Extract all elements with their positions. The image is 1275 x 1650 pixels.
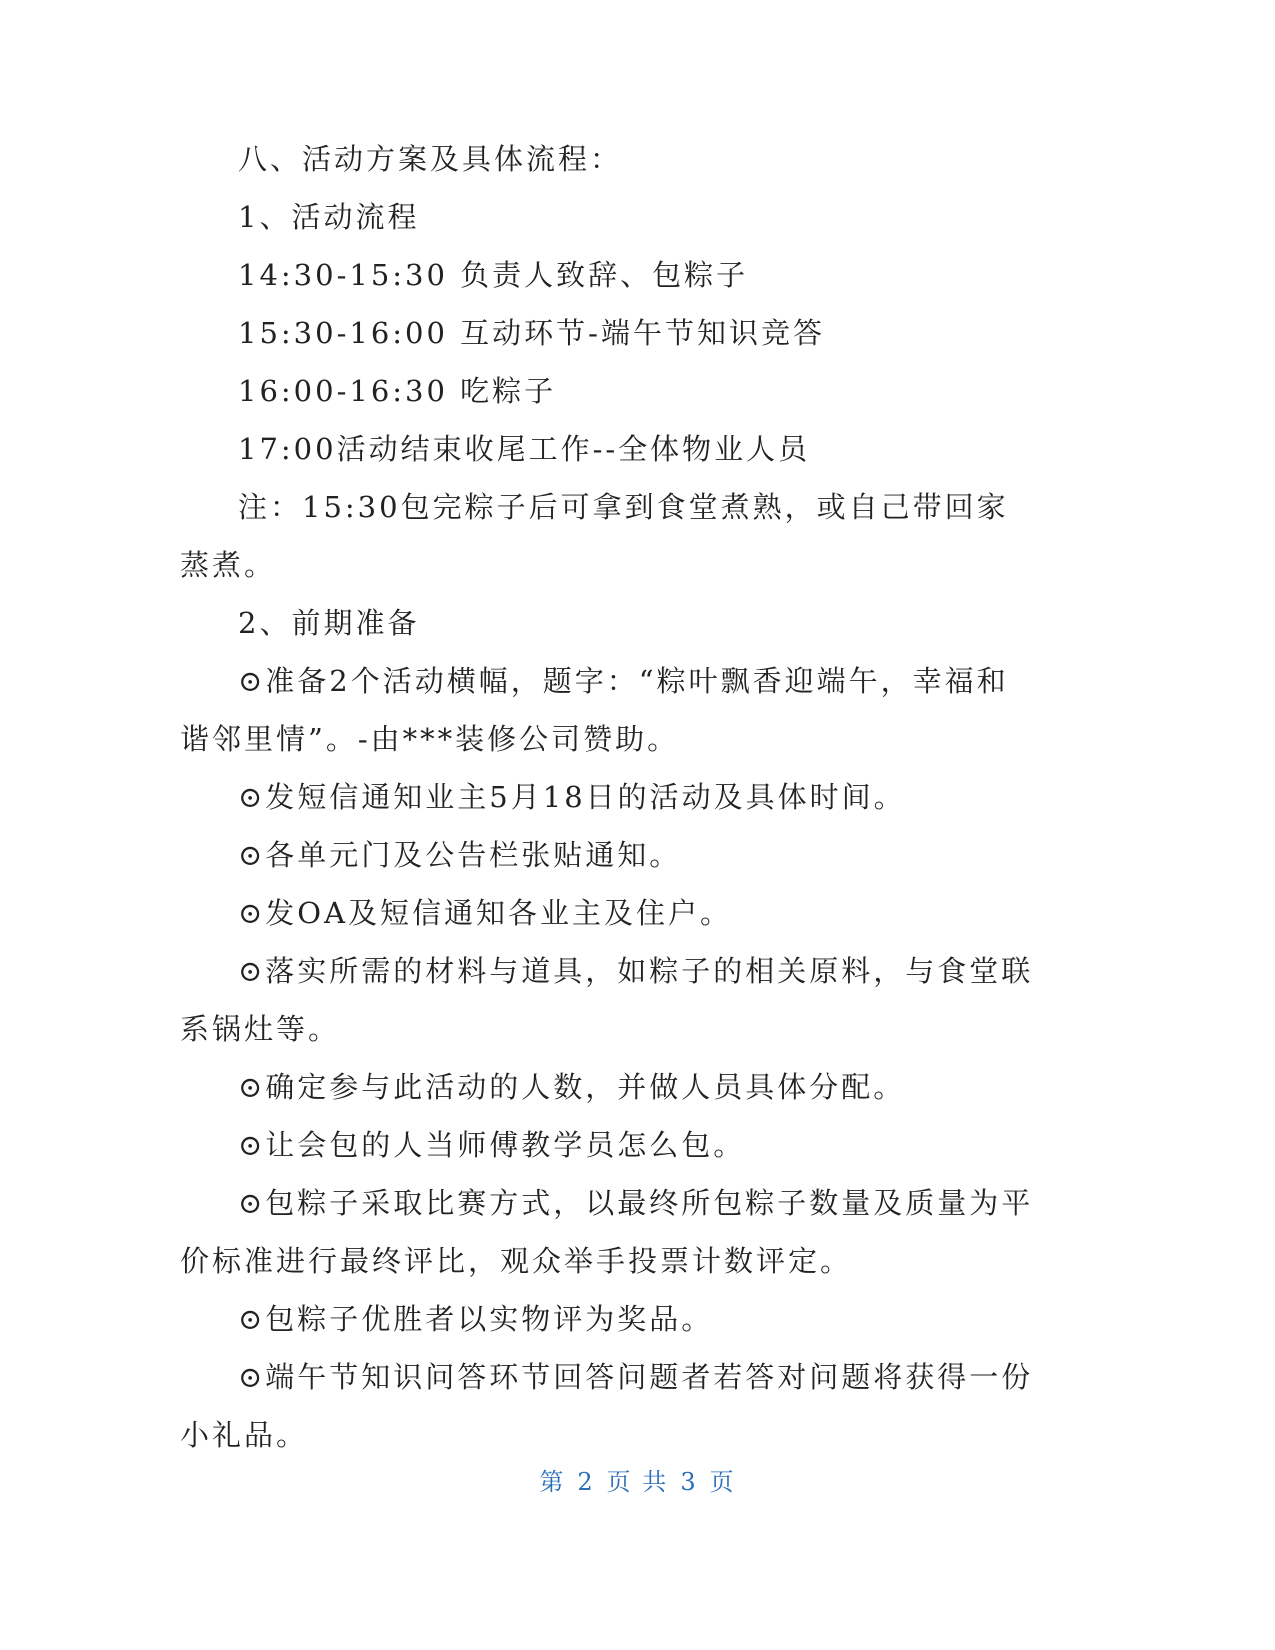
schedule-item: 14:30-15:30 负责人致辞、包粽子 [238, 258, 749, 292]
prep-item: ⊙各单元门及公告栏张贴通知。 [238, 838, 682, 872]
schedule-item: 17:00活动结束收尾工作--全体物业人员 [238, 432, 811, 466]
prep-item: ⊙让会包的人当师傅教学员怎么包。 [238, 1128, 746, 1162]
schedule-item: 15:30-16:00 互动环节-端午节知识竞答 [238, 316, 825, 350]
page-label-prefix: 第 [539, 1468, 566, 1496]
schedule-note: 注：15:30包完粽子后可拿到食堂煮熟，或自己带回家蒸煮。 [180, 490, 1009, 582]
prep-item: ⊙端午节知识问答环节回答问题者若答对问题将获得一份小礼品。 [180, 1360, 1034, 1452]
subsection-heading: 2、前期准备 [238, 606, 420, 640]
document-body [180, 130, 1040, 1464]
page-footer [0, 1462, 1275, 1497]
schedule-item: 16:00-16:30 吃粽子 [238, 374, 557, 408]
subsection-heading: 1、活动流程 [238, 200, 420, 234]
prep-item: ⊙包粽子采取比赛方式，以最终所包粽子数量及质量为平价标准进行最终评比，观众举手投票计数评定。 [180, 1186, 1034, 1278]
prep-item: ⊙准备2个活动横幅，题字：“粽叶飘香迎端午，幸福和谐邻里情”。-由***装修公司赞助。 [180, 664, 1009, 756]
page-current: 2 [577, 1468, 595, 1496]
prep-item: ⊙发短信通知业主5月18日的活动及具体时间。 [238, 780, 906, 814]
prep-item: ⊙包粽子优胜者以实物评为奖品。 [238, 1302, 714, 1336]
section-heading: 八、活动方案及具体流程： [238, 142, 623, 176]
page-label-suffix: 页 [709, 1468, 736, 1496]
page-label-mid: 页 共 [606, 1468, 669, 1496]
page-total: 3 [680, 1468, 698, 1496]
prep-item: ⊙落实所需的材料与道具，如粽子的相关原料，与食堂联系锅灶等。 [180, 954, 1034, 1046]
prep-item: ⊙确定参与此活动的人数，并做人员具体分配。 [238, 1070, 906, 1104]
prep-item: ⊙发OA及短信通知各业主及住户。 [238, 896, 733, 930]
